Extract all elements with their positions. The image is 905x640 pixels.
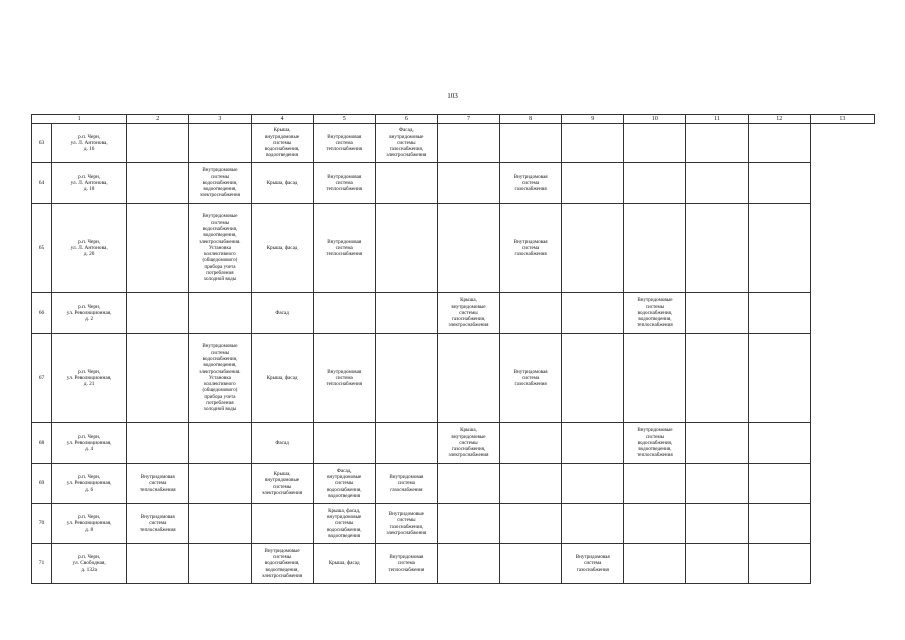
work-cell-col3: Внутридомовая система теплоснабжения [127,464,189,504]
work-cell-col7: Внутридомовая система теплоснабжения [375,544,437,584]
work-cell-col13 [748,334,810,423]
work-cell-col8 [437,504,499,544]
work-cell-col9 [500,464,562,504]
work-cell-col8 [437,544,499,584]
work-cell-col10 [562,423,624,464]
work-cell-col6: Крыша, фасад [313,544,375,584]
work-cell-col5: Крыша, фасад [251,334,313,423]
column-header: 9 [562,115,624,124]
row-number: 70 [32,504,52,544]
work-cell-col12 [686,163,748,204]
work-cell-col10 [562,204,624,293]
column-header: 13 [810,115,874,124]
work-cell-col5: Фасад [251,293,313,334]
work-cell-col11: Внутридомовые системы водоснабжения, водоотведения, теплоснабжения [624,423,686,464]
work-cell-col10 [562,504,624,544]
work-cell-col8: Крыша, внутридомовые системы газоснабжения, электроснабжения [437,423,499,464]
work-cell-col4: Внутридомовые системы водоснабжения, водоотведения, электроснабжения [189,163,251,204]
work-cell-col4 [189,293,251,334]
work-cell-col6: Внутридомовая система теплоснабжения [313,334,375,423]
column-header: 6 [375,115,437,124]
work-cell-col10 [562,163,624,204]
work-cell-col13 [748,464,810,504]
column-header: 5 [313,115,375,124]
work-cell-col6: Фасад, внутридомовые системы водоснабжения, водоотведения [313,464,375,504]
work-cell-col8 [437,124,499,163]
work-cell-col12 [686,423,748,464]
work-cell-col7: Внутридомовые системы газоснабжения, электроснабжения [375,504,437,544]
work-cell-col3 [127,334,189,423]
table-row [32,544,875,584]
address-cell: р.п. Черн, ул. Л. Антонова, д. 18 [52,163,127,204]
page-number: 103 [447,92,458,100]
work-cell-col11 [624,504,686,544]
work-cell-col9 [500,504,562,544]
work-cell-col10 [562,334,624,423]
work-cell-col8: Крыша, внутридомовые системы газоснабжения, электроснабжения [437,293,499,334]
table-row [32,163,875,204]
work-cell-col4 [189,544,251,584]
column-header: 11 [686,115,748,124]
work-cell-col11: Внутридомовые системы водоснабжения, водоотведения, теплоснабжения [624,293,686,334]
row-number: 68 [32,423,52,464]
work-cell-col7 [375,204,437,293]
work-cell-col5: Внутридомовые системы водоснабжения, водоотведения, электроснабжения [251,544,313,584]
work-cell-col8 [437,204,499,293]
work-cell-col7: Внутридомовая система газоснабжения [375,464,437,504]
work-cell-col3 [127,204,189,293]
work-cell-col5 [251,504,313,544]
work-cell-col3 [127,124,189,163]
row-number: 67 [32,334,52,423]
work-cell-col7 [375,423,437,464]
row-number: 69 [32,464,52,504]
work-cell-col13 [748,163,810,204]
work-cell-col12 [686,544,748,584]
work-cell-col4: Внутридомовые системы водоснабжения, водоотведения, электроснабжения. Установка коллективного (общедомового) прибора учета потребления холодной воды [189,204,251,293]
table-row [32,204,875,293]
column-header: 8 [500,115,562,124]
work-cell-col4: Внутридомовые системы водоснабжения, водоотведения, электроснабжения. Установка коллективного (общедомового) прибора учета потребления холодной воды [189,334,251,423]
column-number-header-row [32,115,875,124]
table-row [32,423,875,464]
work-cell-col9: Внутридомовая система газоснабжения [500,163,562,204]
address-cell: р.п. Черн, ул. Революционная, д. 8 [52,504,127,544]
work-cell-col7 [375,334,437,423]
work-cell-col12 [686,124,748,163]
work-cell-col6: Внутридомовая система теплоснабжения [313,204,375,293]
work-cell-col3: Внутридомовая система теплоснабжения [127,504,189,544]
work-cell-col9 [500,423,562,464]
table-body [32,124,875,584]
row-number: 64 [32,163,52,204]
work-cell-col3 [127,423,189,464]
address-cell: р.п. Черн, ул. Революционная, д. 2 [52,293,127,334]
column-header: 7 [437,115,499,124]
work-cell-col7 [375,293,437,334]
work-cell-col11 [624,334,686,423]
work-cell-col10 [562,124,624,163]
work-cell-col5: Крыша, внутридомовые системы водоснабжения, водоотведения [251,124,313,163]
work-cell-col4 [189,464,251,504]
work-cell-col13 [748,423,810,464]
work-cell-col8 [437,334,499,423]
work-cell-col9: Внутридомовая система газоснабжения [500,334,562,423]
work-cell-col6: Крыша, фасад, внутридомовые системы водоснабжения, водоотведения [313,504,375,544]
row-number: 66 [32,293,52,334]
work-cell-col9: Внутридомовая система газоснабжения [500,204,562,293]
work-cell-col13 [748,504,810,544]
work-cell-col10 [562,464,624,504]
work-cell-col5: Крыша, фасад [251,163,313,204]
column-header: 1 [32,115,127,124]
address-cell: р.п. Черн, ул. Революционная, д. 21 [52,334,127,423]
work-cell-col13 [748,124,810,163]
work-cell-col4 [189,124,251,163]
table-row [32,464,875,504]
work-cell-col12 [686,293,748,334]
address-cell: р.п. Черн, ул. Революционная, д. 6 [52,464,127,504]
work-cell-col12 [686,464,748,504]
column-header: 3 [189,115,251,124]
work-cell-col13 [748,293,810,334]
work-cell-col11 [624,464,686,504]
work-cell-col10 [562,293,624,334]
work-cell-col12 [686,334,748,423]
work-cell-col4 [189,423,251,464]
work-cell-col10: Внутридомовая система газоснабжения [562,544,624,584]
table-row [32,334,875,423]
column-header: 2 [127,115,189,124]
work-cell-col6 [313,293,375,334]
work-cell-col9 [500,544,562,584]
work-cell-col11 [624,124,686,163]
work-cell-col3 [127,293,189,334]
work-cell-col13 [748,544,810,584]
column-header: 4 [251,115,313,124]
table-row [32,124,875,163]
work-cell-col13 [748,204,810,293]
work-cell-col12 [686,504,748,544]
work-cell-col5: Крыша, внутридомовые системы электроснабжения [251,464,313,504]
row-number: 71 [32,544,52,584]
work-cell-col11 [624,204,686,293]
work-cell-col12 [686,204,748,293]
row-number: 63 [32,124,52,163]
work-cell-col5: Крыша, фасад [251,204,313,293]
work-cell-col7 [375,163,437,204]
column-header: 10 [624,115,686,124]
column-header: 12 [748,115,810,124]
table-row [32,293,875,334]
work-cell-col9 [500,293,562,334]
work-cell-col6 [313,423,375,464]
work-cell-col3 [127,544,189,584]
address-cell: р.п. Черн, ул. Л. Антонова, д. 20 [52,204,127,293]
work-cell-col6: Внутридомовая система теплоснабжения [313,163,375,204]
work-cell-col9 [500,124,562,163]
table-row [32,504,875,544]
row-number: 65 [32,204,52,293]
repair-schedule-table [31,114,875,584]
address-cell: р.п. Черн, ул. Л. Антонова, д. 16 [52,124,127,163]
work-cell-col11 [624,544,686,584]
address-cell: р.п. Черн, ул. Свободная, д. 132а [52,544,127,584]
work-cell-col5: Фасад [251,423,313,464]
work-cell-col8 [437,163,499,204]
work-cell-col8 [437,464,499,504]
work-cell-col7: Фасад, внутридомовые системы газоснабжения, электроснабжения [375,124,437,163]
address-cell: р.п. Черн, ул. Революционная, д. 4 [52,423,127,464]
work-cell-col6: Внутридомовая система теплоснабжения [313,124,375,163]
work-cell-col3 [127,163,189,204]
work-cell-col4 [189,504,251,544]
work-cell-col11 [624,163,686,204]
